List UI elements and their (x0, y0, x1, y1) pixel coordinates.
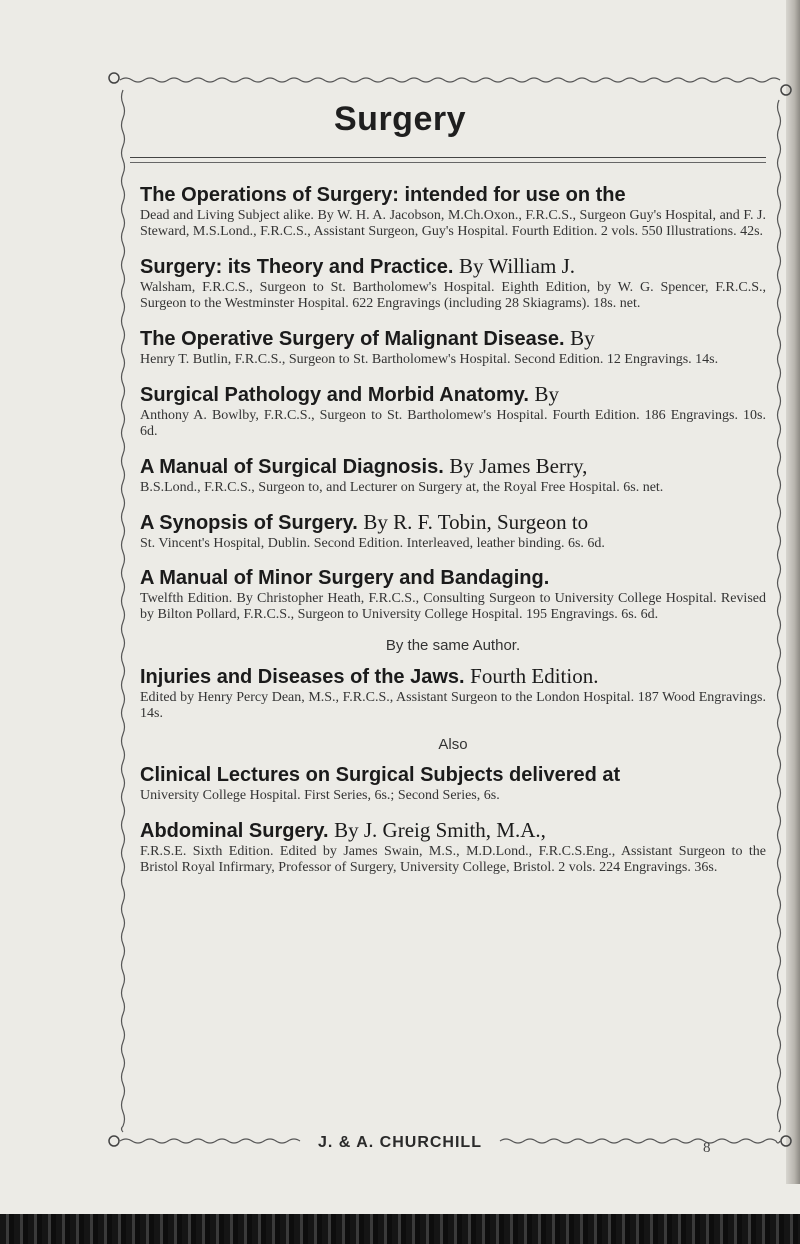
publisher-footer: J. & A. CHURCHILL (318, 1134, 482, 1151)
entry-body: Anthony A. Bowlby, F.R.C.S., Surgeon to St. Bartholomew's Hospital. Fourth Edition. 186 Engravings. 10s. 6d. (140, 408, 766, 439)
catalogue-entry (140, 326, 766, 368)
entry-body: B.S.Lond., F.R.C.S., Surgeon to, and Lecturer on Surgery at, the Royal Free Hospital. 6s. net. (140, 480, 664, 495)
separator-also: Also (438, 736, 468, 753)
entry-byline: By R. F. Tobin, Surgeon to (363, 510, 589, 534)
entry-body: Walsham, F.R.C.S., Surgeon to St. Bartholomew's Hospital. Eighth Edition, by W. G. Spencer, F.R.C.S., Surgeon to the Westminster Hospital. 622 Engravings (including 28 Skiagrams). 18s. net. (140, 280, 766, 311)
catalogue-entry (140, 183, 766, 240)
title-rule-thin (130, 162, 766, 163)
scan-edge-dark (0, 1214, 800, 1244)
catalogue-list (140, 183, 766, 890)
entry-heading: A Manual of Minor Surgery and Bandaging. (140, 567, 550, 589)
entry-heading: Abdominal Surgery. (140, 820, 329, 842)
left-wavy-line (122, 90, 125, 1132)
entry-heading: The Operative Surgery of Malignant Disease. (140, 328, 565, 350)
entry-body: University College Hospital. First Series, 6s.; Second Series, 6s. (140, 788, 500, 803)
entry-body: Henry T. Butlin, F.R.C.S., Surgeon to St. Bartholomew's Hospital. Second Edition. 12 Engravings. 14s. (140, 352, 719, 367)
entry-body: Edited by Henry Percy Dean, M.S., F.R.C.S., Assistant Surgeon to the London Hospital. 187 Wood Engravings. 14s. (140, 690, 766, 721)
entry-body: Dead and Living Subject alike. By W. H. A. Jacobson, M.Ch.Oxon., F.R.C.S., Surgeon Guy's Hospital, and F. J. Steward, M.S.Lond., F.R.C.S., Assistant Surgeon, Guy's Hospital. Fourth Edition. 2 vols. 550 Illustrations. 42s. (140, 208, 766, 239)
entry-byline: By J. Greig Smith, M.A., (334, 818, 546, 842)
catalogue-entry (140, 382, 766, 440)
entry-byline: By (534, 382, 559, 406)
catalogue-entry (140, 818, 766, 876)
catalogue-entry (140, 664, 766, 722)
page-number: 8 (703, 1140, 711, 1156)
title-rule-thick (130, 157, 766, 158)
entry-heading: Surgical Pathology and Morbid Anatomy. (140, 384, 529, 406)
page-title: Surgery (334, 100, 466, 138)
entry-heading: Clinical Lectures on Surgical Subjects delivered at (140, 764, 621, 786)
entry-heading: A Manual of Surgical Diagnosis. (140, 456, 444, 478)
entry-heading: A Synopsis of Surgery. (140, 512, 358, 534)
catalogue-entry (140, 763, 766, 804)
entry-heading: Injuries and Diseases of the Jaws. (140, 666, 465, 688)
entry-body: F.R.S.E. Sixth Edition. Edited by James Swain, M.S., M.D.Lond., F.R.C.S.Eng., Assistant Surgeon to the Bristol Royal Infirmary, Professor of Surgery, University College, Bristol. 2 vols. 224 Engravings. 36s. (140, 844, 766, 875)
entry-byline: By William J. (459, 254, 576, 278)
catalogue-entry (140, 454, 766, 496)
entry-byline: By (570, 326, 595, 350)
top-wavy-line (120, 78, 780, 82)
catalogue-entry (140, 566, 766, 623)
catalogue-entry (140, 254, 766, 312)
entry-body: Twelfth Edition. By Christopher Heath, F.R.C.S., Consulting Surgeon to University College Hospital. Revised by Bilton Pollard, F.R.C.S., Surgeon to University College Hospital. 195 Engravings. 6s. 6d. (140, 591, 766, 622)
entry-heading: The Operations of Surgery: intended for use on the (140, 184, 626, 206)
separator-same-author: By the same Author. (385, 637, 521, 654)
entry-heading: Surgery: its Theory and Practice. (140, 256, 454, 278)
corner-ornament-top-right (781, 85, 791, 95)
right-wavy-line (778, 100, 781, 1132)
catalogue-entry (140, 510, 766, 552)
entry-body: St. Vincent's Hospital, Dublin. Second Edition. Interleaved, leather binding. 6s. 6d. (140, 536, 605, 551)
corner-ornament-top-left (109, 73, 119, 83)
entry-byline: By James Berry, (449, 454, 588, 478)
entry-byline: Fourth Edition. (470, 664, 599, 688)
